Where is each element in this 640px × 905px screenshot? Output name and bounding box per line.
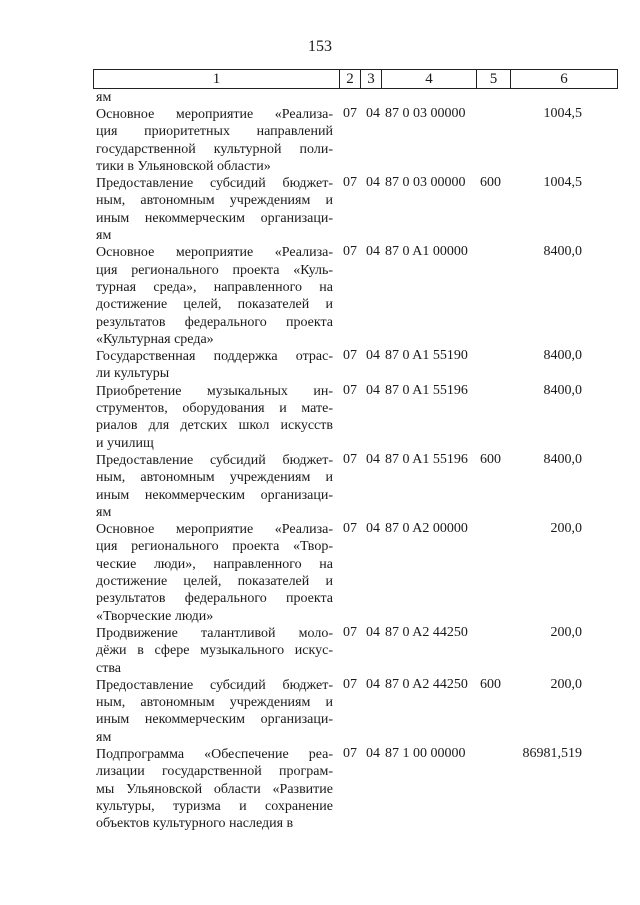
cell-subsection: 04 <box>366 521 380 537</box>
cell-subsection: 04 <box>366 746 380 762</box>
row-name-line: Продвижение талантливой моло- <box>96 626 333 641</box>
cell-subsection: 04 <box>366 625 380 640</box>
row-name-line: ным, автономным учреждениям и <box>96 193 333 209</box>
cell-amount: 8400,0 <box>543 244 582 260</box>
cell-section: 07 <box>343 521 357 537</box>
cell-target-article: 87 0 A1 00000 <box>385 244 468 260</box>
row-name-line: объектов культурного наследия в <box>96 816 294 832</box>
cell-amount: 200,0 <box>550 625 582 640</box>
row-name-line: Основное мероприятие «Реализа- <box>96 522 333 538</box>
row-name-line: Основное мероприятие «Реализа- <box>96 107 333 122</box>
cell-target-article: 87 0 A2 44250 <box>385 676 468 692</box>
row-name-line: турная среда», направленного на <box>96 279 333 295</box>
cell-expense-type: 600 <box>480 676 501 692</box>
header-col-4: 4 <box>382 70 477 89</box>
row-name-line: иным некоммерческим организаци- <box>96 210 333 226</box>
header-col-6: 6 <box>511 70 618 89</box>
table-header <box>93 69 618 89</box>
cell-expense-type: 600 <box>480 452 501 467</box>
row-name-line: иным некоммерческим организаци- <box>96 487 333 503</box>
row-name-line: риалов для детских школ искусств <box>96 418 333 434</box>
row-name-line: ция регионального проекта «Куль- <box>96 262 333 278</box>
row-name-line: «Творческие люди» <box>96 608 214 624</box>
row-name-line: Подпрограмма «Обеспечение реа- <box>96 747 333 763</box>
cell-section: 07 <box>343 348 357 364</box>
row-name <box>96 106 333 175</box>
row-name-line: мы Ульяновской области «Развитие <box>96 781 333 797</box>
header-col-5: 5 <box>477 70 511 89</box>
cell-amount: 200,0 <box>550 521 582 537</box>
cell-amount: 8400,0 <box>543 348 582 364</box>
cell-target-article: 87 0 A1 55196 <box>385 382 468 398</box>
row-name-line: ным, автономным учреждениям и <box>96 695 333 711</box>
cell-section: 07 <box>343 625 357 640</box>
row-name <box>96 521 333 625</box>
page-number: 153 <box>308 38 332 55</box>
cell-section: 07 <box>343 175 357 191</box>
row-name-line: Предоставление субсидий бюджет- <box>96 453 333 468</box>
table-body <box>0 89 640 832</box>
cell-section: 07 <box>343 244 357 260</box>
row-name-line: Предоставление субсидий бюджет- <box>96 176 333 192</box>
cell-subsection: 04 <box>366 348 380 364</box>
cell-target-article: 87 1 00 00000 <box>385 746 466 762</box>
row-name-line: достижение целей, показателей и <box>96 574 333 590</box>
row-name <box>96 383 333 452</box>
row-name <box>96 625 333 677</box>
cell-amount: 1004,5 <box>543 106 582 121</box>
row-name-line: ным, автономным учреждениям и <box>96 470 333 486</box>
cell-target-article: 87 0 A1 55196 <box>385 452 468 467</box>
cell-section: 07 <box>343 746 357 762</box>
cell-target-article: 87 0 A1 55190 <box>385 348 468 364</box>
cell-expense-type: 600 <box>480 175 501 191</box>
row-name-line: ям <box>96 228 112 244</box>
cell-subsection: 04 <box>366 452 380 467</box>
row-name <box>96 175 333 244</box>
cell-amount: 86981,519 <box>522 746 582 762</box>
continuation-text: ям <box>96 90 112 105</box>
header-col-3: 3 <box>361 70 382 89</box>
row-name-line: иным некоммерческим организаци- <box>96 712 333 728</box>
row-name-line: ция приоритетных направлений <box>96 124 333 140</box>
cell-section: 07 <box>343 382 357 398</box>
cell-amount: 1004,5 <box>543 175 582 191</box>
cell-target-article: 87 0 A2 00000 <box>385 521 468 537</box>
row-name-line: ция регионального проекта «Твор- <box>96 539 333 555</box>
continuation-row <box>0 89 640 106</box>
row-name-line: ческие люди», направленного на <box>96 556 333 572</box>
cell-target-article: 87 0 03 00000 <box>385 175 466 191</box>
row-name-line: лизации государственной програм- <box>96 764 333 780</box>
row-name <box>96 746 333 832</box>
header-col-1: 1 <box>94 70 340 89</box>
row-name-line: достижение целей, показателей и <box>96 297 333 313</box>
row-name-line: и училищ <box>96 435 154 451</box>
row-name-line: Основное мероприятие «Реализа- <box>96 245 333 261</box>
cell-subsection: 04 <box>366 175 380 191</box>
row-name <box>96 244 333 348</box>
cell-subsection: 04 <box>366 106 380 121</box>
cell-section: 07 <box>343 106 357 121</box>
row-name-line: струментов, оборудования и мате- <box>96 401 333 417</box>
row-name-line: Приобретение музыкальных ин- <box>96 383 333 399</box>
cell-amount: 200,0 <box>550 676 582 692</box>
cell-section: 07 <box>343 452 357 467</box>
row-name-line: результатов федерального проекта <box>96 314 333 330</box>
cell-subsection: 04 <box>366 676 380 692</box>
row-name-line: государственной культурной поли- <box>96 141 333 157</box>
row-name-line: Предоставление субсидий бюджет- <box>96 677 333 693</box>
row-name-line: ли культуры <box>96 366 170 382</box>
cell-subsection: 04 <box>366 382 380 398</box>
row-name-line: Государственная поддержка отрас- <box>96 349 333 365</box>
cell-amount: 8400,0 <box>543 452 582 467</box>
row-name-line: культуры, туризма и сохранение <box>96 798 333 814</box>
cell-amount: 8400,0 <box>543 382 582 398</box>
row-name <box>96 677 333 746</box>
cell-target-article: 87 0 03 00000 <box>385 106 466 121</box>
row-name-line: ям <box>96 504 112 520</box>
row-name-line: ям <box>96 729 112 745</box>
row-name-line: «Культурная среда» <box>96 331 214 347</box>
cell-section: 07 <box>343 676 357 692</box>
row-name-line: ства <box>96 660 121 676</box>
row-name <box>96 452 333 521</box>
cell-target-article: 87 0 A2 44250 <box>385 625 468 640</box>
row-name-line: тики в Ульяновской области» <box>96 158 271 174</box>
header-col-2: 2 <box>340 70 361 89</box>
row-name-line: результатов федерального проекта <box>96 591 333 607</box>
row-name-line: дёжи в сфере музыкального искус- <box>96 643 333 659</box>
cell-subsection: 04 <box>366 244 380 260</box>
row-name <box>96 348 333 383</box>
